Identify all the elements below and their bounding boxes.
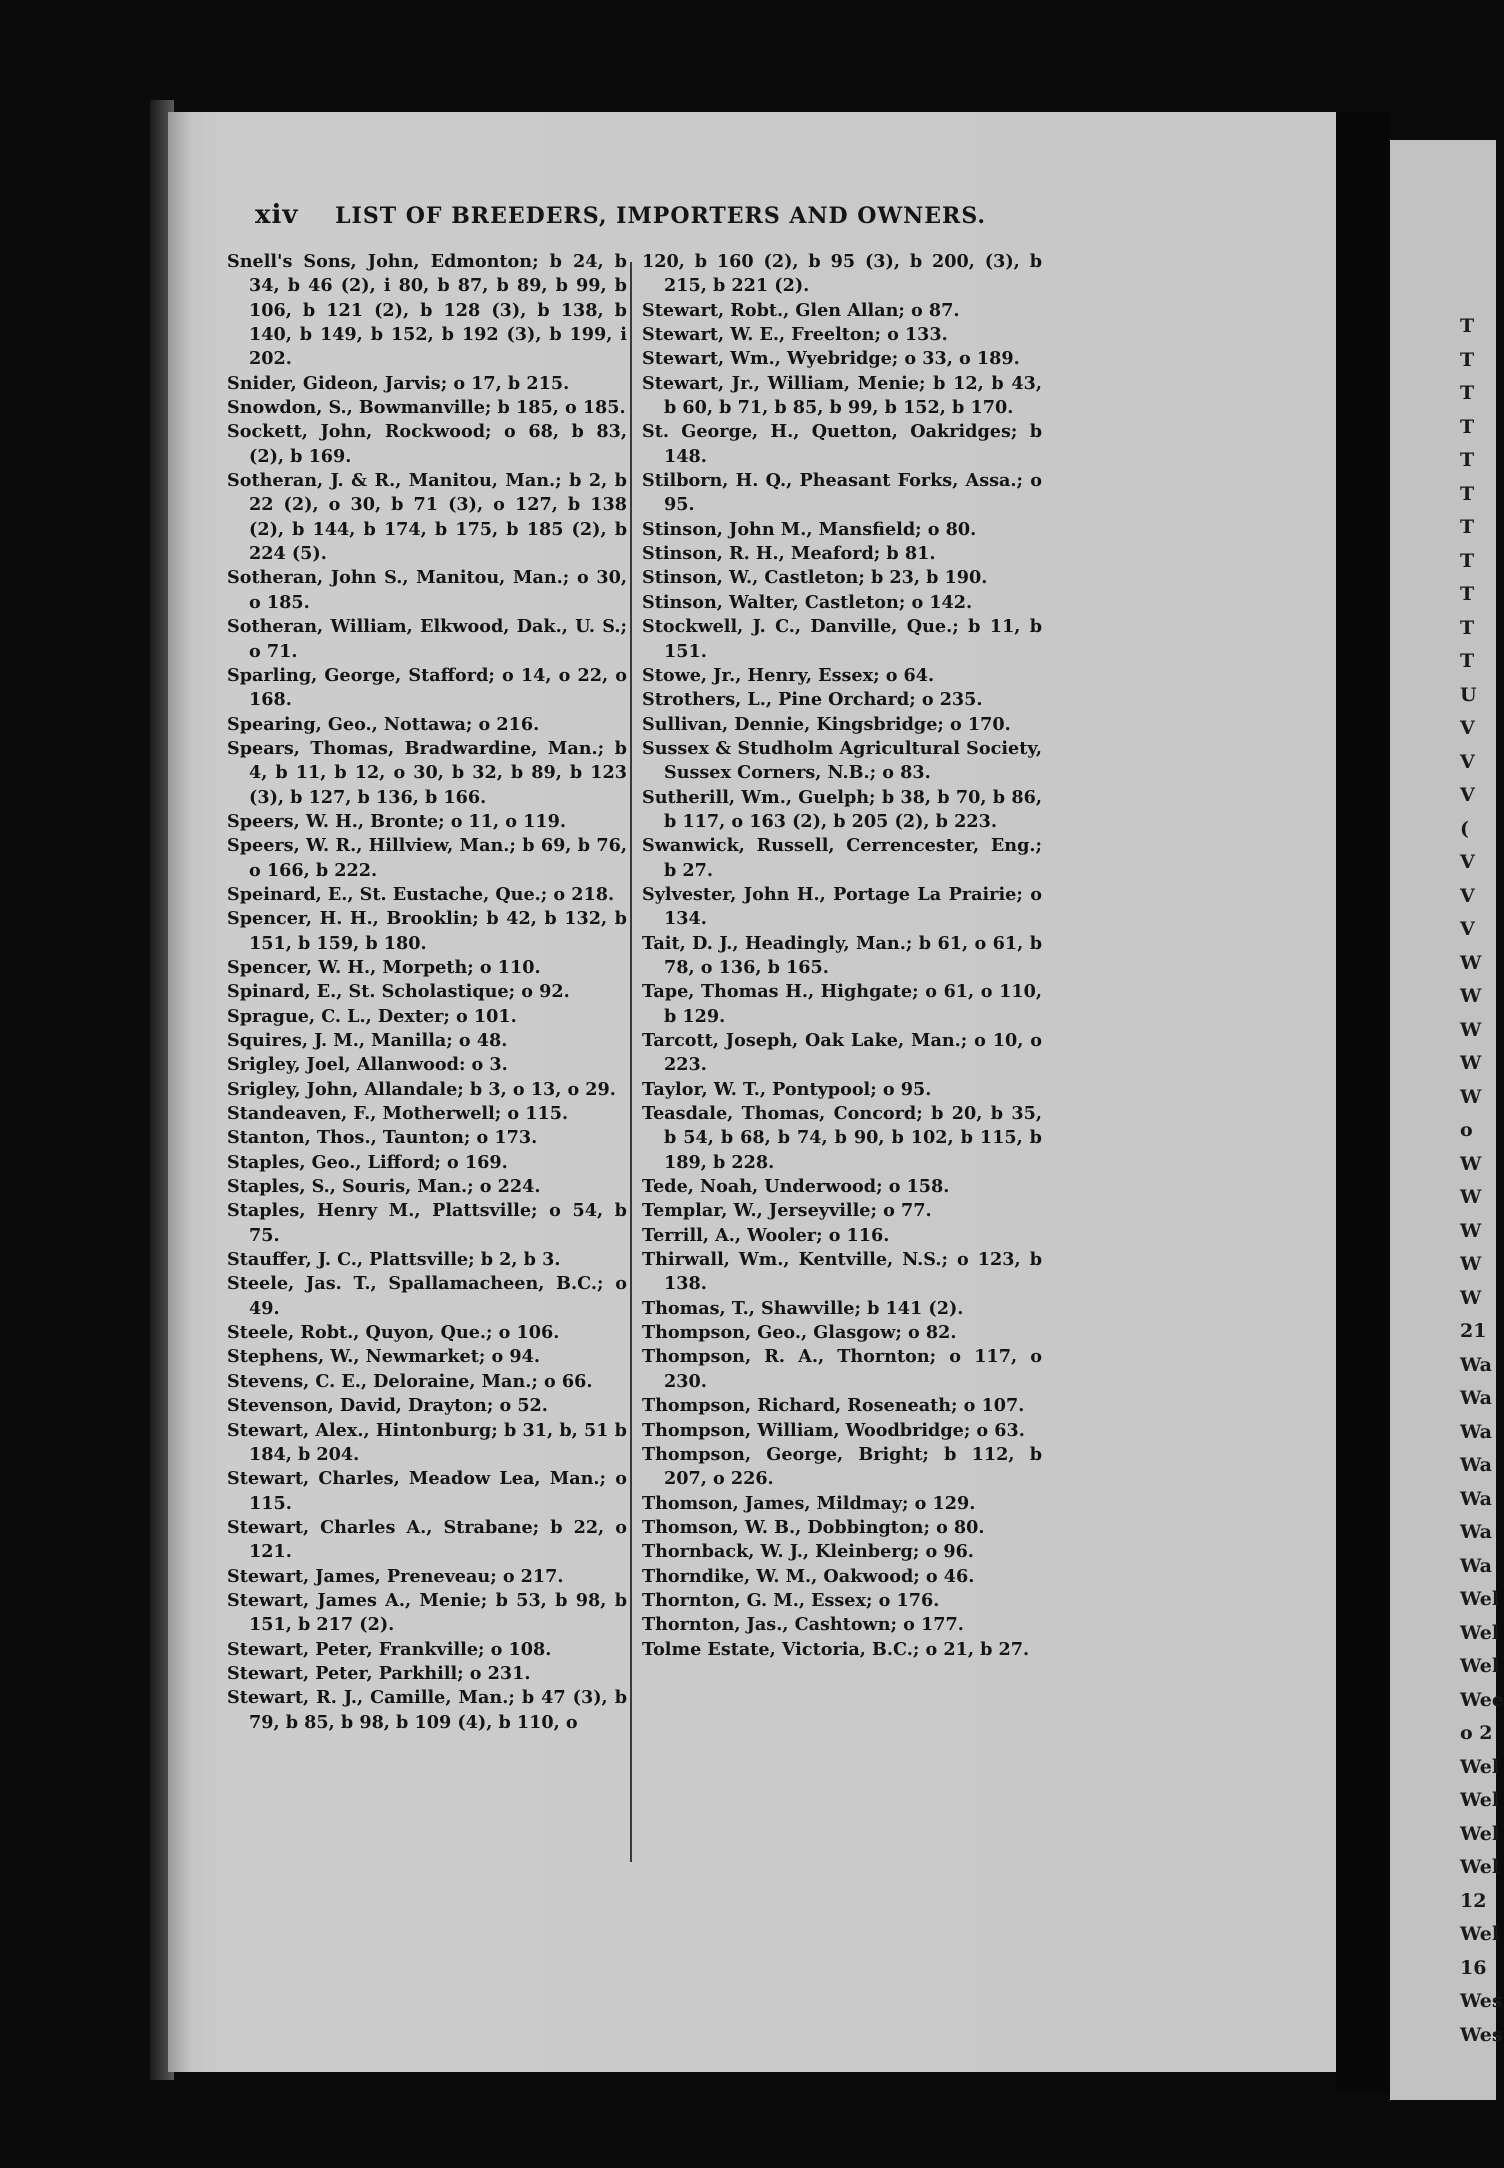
facing-page-fragment: T	[1460, 315, 1475, 337]
column-divider	[630, 262, 632, 1862]
facing-page-fragment: V	[1460, 784, 1475, 806]
index-entry: Tait, D. J., Headingly, Man.; b 61, o 61, b 78, o 136, b 165.	[642, 932, 1042, 978]
facing-page-fragment: 21	[1460, 1320, 1487, 1342]
index-entry: Srigley, John, Allandale; b 3, o 13, o 29.	[227, 1078, 616, 1100]
index-entry: Steele, Jas. T., Spallamacheen, B.C.; o 49.	[227, 1273, 627, 1319]
index-entry: Stewart, R. J., Camille, Man.; b 47 (3), b 79, b 85, b 98, b 109 (4), b 110, o	[227, 1687, 627, 1733]
index-entry: Taylor, W. T., Pontypool; o 95.	[642, 1078, 932, 1100]
index-entry: Spinard, E., St. Scholastique; o 92.	[227, 981, 570, 1003]
facing-page-fragment: 12	[1460, 1889, 1487, 1912]
index-entry: Teasdale, Thomas, Concord; b 20, b 35, b 54, b 68, b 74, b 90, b 102, b 115, b 189, b 228.	[642, 1103, 1042, 1173]
page-folio: xiv	[255, 200, 299, 230]
facing-page-fragment: 16	[1460, 1956, 1487, 1979]
facing-page-fragment: V	[1460, 918, 1475, 940]
index-entry: Stewart, Charles A., Strabane; b 22, o 121.	[227, 1516, 627, 1563]
facing-page-fragment: Wel	[1460, 1621, 1500, 1644]
index-entry: Thomson, W. B., Dobbington; o 80.	[642, 1516, 985, 1538]
facing-page-fragment: V	[1460, 717, 1475, 739]
index-entry: Thornton, G. M., Essex; o 176.	[642, 1589, 940, 1611]
facing-page-fragment: T	[1460, 583, 1475, 605]
index-entry: Thornton, Jas., Cashtown; o 177.	[642, 1614, 964, 1636]
facing-page-fragment: T	[1460, 348, 1475, 371]
facing-page-fragment: W	[1460, 1018, 1482, 1041]
facing-page-fragment: Wee	[1460, 1688, 1504, 1711]
facing-page-fragment: V	[1460, 750, 1475, 773]
index-entry: Srigley, Joel, Allanwood: o 3.	[227, 1054, 508, 1076]
index-entry: Staples, Henry M., Plattsville; o 54, b 75.	[227, 1200, 627, 1246]
index-entry: Thompson, William, Woodbridge; o 63.	[642, 1419, 1025, 1441]
facing-page-fragment: Wes	[1460, 1990, 1503, 2012]
facing-page-fragment: W	[1460, 1219, 1482, 1242]
facing-page-fragment: Wel	[1460, 1655, 1500, 1677]
facing-page-fragment: T	[1460, 382, 1475, 404]
index-entry: Staples, Geo., Lifford; o 169.	[227, 1151, 508, 1173]
index-entry: Sullivan, Dennie, Kingsbridge; o 170.	[642, 713, 1011, 735]
index-entry: Sussex & Studholm Agricultural Society, Sussex Corners, N.B.; o 83.	[642, 737, 1042, 784]
index-entry: Sotheran, William, Elkwood, Dak., U. S.; o 71.	[227, 616, 627, 662]
facing-page-fragment: Wa	[1460, 1454, 1492, 1476]
index-entry: Spencer, W. H., Morpeth; o 110.	[227, 956, 541, 978]
facing-page-fragment: Wa	[1460, 1521, 1492, 1543]
index-entry: Speinard, E., St. Eustache, Que.; o 218.	[227, 883, 615, 905]
index-entry: Sotheran, John S., Manitou, Man.; o 30, o 185.	[227, 567, 627, 613]
index-entry: Standeaven, F., Motherwell; o 115.	[227, 1103, 569, 1125]
facing-page-fragment: o 2	[1460, 1722, 1493, 1744]
index-entry: Speers, W. R., Hillview, Man.; b 69, b 76, o 166, b 222.	[227, 835, 627, 881]
facing-page-fragment: T	[1460, 616, 1475, 639]
index-entry: Stewart, James, Preneveau; o 217.	[227, 1565, 564, 1587]
index-entry: Tarcott, Joseph, Oak Lake, Man.; o 10, o 223.	[642, 1030, 1042, 1076]
facing-page-fragment: Wes	[1460, 2023, 1503, 2046]
facing-page-fragment: V	[1460, 884, 1475, 907]
index-entry: Speers, W. H., Bronte; o 11, o 119.	[227, 810, 566, 832]
index-entry: Stowe, Jr., Henry, Essex; o 64.	[642, 664, 935, 686]
index-entry: Tede, Noah, Underwood; o 158.	[642, 1176, 950, 1198]
index-entry: Sparling, George, Stafford; o 14, o 22, o 168.	[227, 664, 627, 711]
page-header	[255, 200, 1115, 230]
index-entry: Stanton, Thos., Taunton; o 173.	[227, 1127, 538, 1149]
index-entry: Stewart, Wm., Wyebridge; o 33, o 189.	[642, 348, 1020, 370]
running-head: LIST OF BREEDERS, IMPORTERS AND OWNERS.	[335, 203, 987, 229]
facing-page	[1390, 140, 1504, 2100]
facing-page-fragment: W	[1460, 985, 1482, 1007]
index-entry: Spencer, H. H., Brooklin; b 42, b 132, b 151, b 159, b 180.	[227, 908, 627, 954]
index-entry: Terrill, A., Wooler; o 116.	[642, 1224, 890, 1246]
index-entry: Snell's Sons, John, Edmonton; b 24, b 34, b 46 (2), i 80, b 87, b 89, b 99, b 106, b 121 (2), b 128 (3), b 138, b 140, b 149, b 152, b 192 (3), b 199, i 202.	[227, 251, 627, 370]
index-entry: Staples, S., Souris, Man.; o 224.	[227, 1176, 541, 1198]
index-entry: Stinson, Walter, Castleton; o 142.	[642, 591, 973, 613]
facing-page-fragment: T	[1460, 449, 1475, 471]
facing-page-fragment: T	[1460, 482, 1475, 505]
index-entry: Sotheran, J. & R., Manitou, Man.; b 2, b 22 (2), o 30, b 71 (3), o 127, b 138 (2), b 144, b 174, b 175, b 185 (2), b 224 (5).	[227, 470, 627, 565]
index-entry: Tape, Thomas H., Highgate; o 61, o 110, b 129.	[642, 981, 1042, 1027]
facing-page-fragment: W	[1460, 1286, 1482, 1309]
index-entry: Tolme Estate, Victoria, B.C.; o 21, b 27.	[642, 1638, 1030, 1660]
index-entry: Stevenson, David, Drayton; o 52.	[227, 1395, 548, 1417]
facing-page-fragment: Wel	[1460, 1923, 1500, 1945]
index-entry: Steele, Robt., Quyon, Que.; o 106.	[227, 1322, 560, 1344]
index-entry: Stewart, Alex., Hintonburg; b 31, b, 51 b 184, b 204.	[227, 1419, 627, 1465]
index-entry: Thomas, T., Shawville; b 141 (2).	[642, 1297, 964, 1319]
index-entry: Thomson, James, Mildmay; o 129.	[642, 1492, 976, 1514]
facing-page-fragment: T	[1460, 549, 1475, 572]
index-entry: Stevens, C. E., Deloraine, Man.; o 66.	[227, 1370, 593, 1392]
index-entry: Stewart, Jr., William, Menie; b 12, b 43, b 60, b 71, b 85, b 99, b 152, b 170.	[642, 372, 1042, 419]
page-gutter	[1336, 112, 1390, 2092]
index-entry: Stinson, R. H., Meaford; b 81.	[642, 543, 936, 565]
facing-page-fragment: Wel	[1460, 1789, 1500, 1811]
index-entry: Stockwell, J. C., Danville, Que.; b 11, b 151.	[642, 616, 1042, 662]
facing-page-fragment: T	[1460, 415, 1475, 438]
index-entry: Thirwall, Wm., Kentville, N.S.; o 123, b 138.	[642, 1249, 1042, 1295]
index-entry: Stinson, W., Castleton; b 23, b 190.	[642, 567, 988, 589]
index-entry: Stephens, W., Newmarket; o 94.	[227, 1346, 540, 1368]
index-entry: Stewart, W. E., Freelton; o 133.	[642, 324, 948, 346]
index-entry: Stauffer, J. C., Plattsville; b 2, b 3.	[227, 1249, 561, 1271]
facing-page-fragment: Wel	[1460, 1822, 1500, 1845]
facing-page-fragment: Wel	[1460, 1755, 1500, 1778]
facing-page-fragment: W	[1460, 1052, 1482, 1074]
index-entry: 120, b 160 (2), b 95 (3), b 200, (3), b 215, b 221 (2).	[642, 251, 1042, 297]
index-entry: Thompson, Richard, Roseneath; o 107.	[642, 1395, 1025, 1417]
index-entry: Sutherill, Wm., Guelph; b 38, b 70, b 86, b 117, o 163 (2), b 205 (2), b 223.	[642, 786, 1042, 832]
facing-page-fragment: W	[1460, 951, 1482, 974]
facing-page-fragment: W	[1460, 1152, 1482, 1175]
facing-page-fragment: T	[1460, 516, 1475, 538]
facing-page-fragment: Wel	[1460, 1856, 1500, 1878]
facing-page-fragment: Wa	[1460, 1487, 1492, 1510]
index-entry: Sylvester, John H., Portage La Prairie; o 134.	[642, 883, 1042, 930]
index-entry: Stewart, Charles, Meadow Lea, Man.; o 115.	[227, 1468, 627, 1514]
index-entry: Stewart, Peter, Frankville; o 108.	[227, 1638, 552, 1660]
index-entry: Snider, Gideon, Jarvis; o 17, b 215.	[227, 372, 570, 394]
index-entry: Templar, W., Jerseyville; o 77.	[642, 1200, 932, 1222]
index-entry: Stinson, John M., Mansfield; o 80.	[642, 518, 977, 540]
index-entry: Stewart, Peter, Parkhill; o 231.	[227, 1662, 531, 1684]
facing-page-fragment: (	[1460, 817, 1469, 840]
facing-page-fragment: W	[1460, 1085, 1482, 1108]
index-entry: Sprague, C. L., Dexter; o 101.	[227, 1005, 517, 1027]
index-entry: Stilborn, H. Q., Pheasant Forks, Assa.; o 95.	[642, 470, 1042, 516]
left-column	[227, 250, 627, 1735]
index-entry: Stewart, Robt., Glen Allan; o 87.	[642, 299, 960, 321]
index-entry: Stewart, James A., Menie; b 53, b 98, b 151, b 217 (2).	[227, 1589, 627, 1636]
index-entry: Thompson, R. A., Thornton; o 117, o 230.	[642, 1346, 1042, 1392]
facing-page-fragment: Wel	[1460, 1588, 1500, 1610]
index-entry: Strothers, L., Pine Orchard; o 235.	[642, 689, 983, 711]
index-entry: Snowdon, S., Bowmanville; b 185, o 185.	[227, 397, 626, 419]
index-entry: Spearing, Geo., Nottawa; o 216.	[227, 713, 540, 735]
facing-page-fragment: Wa	[1460, 1353, 1492, 1376]
index-entry: Swanwick, Russell, Cerrencester, Eng.; b 27.	[642, 835, 1042, 881]
facing-page-fragment: Wa	[1460, 1387, 1492, 1409]
index-entry: Thompson, George, Bright; b 112, b 207, o 226.	[642, 1443, 1042, 1490]
facing-page-fragment: Wa	[1460, 1420, 1492, 1443]
facing-page-fragment: W	[1460, 1186, 1482, 1208]
right-column	[642, 250, 1042, 1662]
index-entry: Squires, J. M., Manilla; o 48.	[227, 1030, 508, 1051]
index-entry: Sockett, John, Rockwood; o 68, b 83, (2), b 169.	[227, 421, 627, 467]
index-entry: St. George, H., Quetton, Oakridges; b 148.	[642, 421, 1042, 467]
facing-page-fragment: o	[1460, 1119, 1473, 1141]
facing-page-fragment: W	[1460, 1253, 1482, 1275]
facing-page-fragment: T	[1460, 650, 1475, 672]
index-entry: Thorndike, W. M., Oakwood; o 46.	[642, 1565, 975, 1587]
index-entry: Thompson, Geo., Glasgow; o 82.	[642, 1322, 957, 1344]
index-entry: Thornback, W. J., Kleinberg; o 96.	[642, 1541, 974, 1563]
facing-page-fragment: V	[1460, 851, 1475, 873]
facing-page-fragment: Wa	[1460, 1554, 1492, 1577]
facing-page-fragment: U	[1460, 683, 1477, 706]
index-entry: Spears, Thomas, Bradwardine, Man.; b 4, b 11, b 12, o 30, b 32, b 89, b 123 (3), b 127, b 136, b 166.	[227, 737, 627, 808]
